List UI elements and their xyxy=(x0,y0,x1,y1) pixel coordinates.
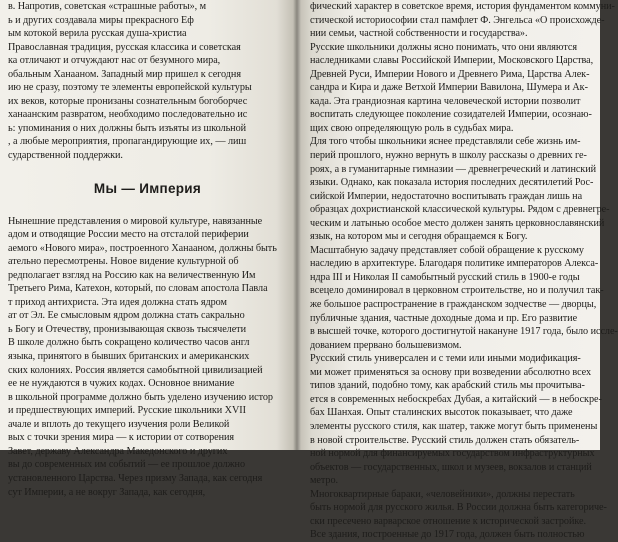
text-line: ь и других создавала миры прекрасного Еф xyxy=(8,14,194,26)
text-line: языка, принятого в бывших британских и американских xyxy=(8,351,250,363)
text-line: же большое распространение в гражданском зодчестве — дворцы, xyxy=(310,299,597,311)
text-line: ат от Эл. Ее смысловым ядром должна стать сакрально xyxy=(8,310,245,322)
text-line: када. Эта грандиозная картина человеческой истории позволит xyxy=(310,95,581,107)
text-line: в новой строительстве. Русский стиль должен стать обязатель- xyxy=(310,434,580,446)
text-line: воспитать следующее поколение созидателей Империи, осознаю- xyxy=(310,109,592,121)
text-line: в школьной программе должно быть уделено изучению истор xyxy=(8,391,273,403)
text-line: сут Империи, а не вокруг Запада, как сегодня, xyxy=(8,486,206,498)
text-line: всецело доминировал в церковном строительстве, но и получил так- xyxy=(310,285,604,297)
text-line: в высшей точке, которого достигнутой накануне 1917 года, было иссле- xyxy=(310,326,618,338)
text-line: элементы русского стиля, как шатер, также могут быть применены xyxy=(310,420,598,432)
text-line: нии семьи, частной собственности и государства». xyxy=(310,28,528,40)
text-line: редполагает взгляд на Россию как на величественную Им xyxy=(8,269,256,281)
text-line: ских колониях. Россия является самобытной цивилизацией xyxy=(8,364,263,376)
text-line: их веков, которые пронизаны сознательным богоборчес xyxy=(8,95,248,107)
left-page-body-text xyxy=(8,215,287,499)
text-line: типов зданий, подобно тому, как арабский стиль мы прочитыва- xyxy=(310,380,585,392)
text-line: ски пресечено варварское отношение к исторической застройке. xyxy=(310,515,586,527)
text-line: ется в современных небоскребах Дубая, а китайский — в небоскре- xyxy=(310,393,602,405)
text-line: ию не сразу, поэтому те элементы европейской культуры xyxy=(8,82,252,94)
text-line: вых с точки зрения мира — к истории от сотворения xyxy=(8,432,235,444)
right-page-body-text xyxy=(310,0,618,542)
text-line: сийской Империи, недостаточно воспитывать граждан лишь на xyxy=(310,190,583,202)
text-line: ее не нуждаются в чужих кодах. Основное внимание xyxy=(8,378,235,390)
text-line: языки. Однако, как показала история последних десятилетий Рос- xyxy=(310,177,594,189)
text-line: наследниками славы Российской Империи, Московского Царства, xyxy=(310,55,594,67)
text-line: Древней Руси, Империи Нового и Древнего Рима, Царства Алек- xyxy=(310,68,590,80)
right-page xyxy=(297,0,618,541)
text-line: метро. xyxy=(310,475,338,487)
text-line: Русский стиль универсален и с теми или иными модификация- xyxy=(310,353,581,365)
text-line: сандра и Кира и даже Ветхой Империи Вавилона, Шумера и Ак- xyxy=(310,82,588,94)
text-line: Для того чтобы школьники яснее представляли себе жизнь им- xyxy=(310,136,581,148)
text-line: Нынешние представления о мировой культуре, навязанные xyxy=(8,215,263,227)
section-heading: Мы — Империя xyxy=(93,180,202,196)
text-line: обальным Ханааном. Западный мир пришел к сегодня xyxy=(8,68,241,80)
text-line: бах Шанхая. Опыт сталинских высоток показывает, что даже xyxy=(310,407,573,419)
text-line: установленного Царства. Через призму Запада, как сегодня xyxy=(8,472,263,484)
text-line: ндра III и Николая II самобытный русский стиль в 1900-е годы xyxy=(310,271,580,283)
text-line: ь: упоминания о них должны быть изъяты из школьной xyxy=(8,122,247,134)
text-line: Русские школьники должны ясно понимать, что они являются xyxy=(310,41,577,53)
text-line: дованием прервано большевизмом. xyxy=(310,339,462,351)
text-line: Православная традиция, русская классика и советская xyxy=(8,41,241,53)
text-line: сударственной поддержки. xyxy=(8,150,123,162)
text-line: ачале и вплоть до текущего изучения роли Великой xyxy=(8,418,230,430)
text-line: Все здания, построенные до 1917 года, должен быть полностью xyxy=(310,529,585,541)
text-line: ым котокой верила русская душа-христиа xyxy=(8,28,187,40)
text-line: ческим и латынью особое место должен занять церковнославянский xyxy=(310,217,605,229)
text-line: т приход антихриста. Эта идея должна стать ядром xyxy=(8,296,227,308)
text-line: быть нормой для русского жилья. В России должна быть категориче- xyxy=(310,502,607,514)
text-line: ательно пересмотрены. Новое видение культурной об xyxy=(8,256,239,268)
text-line: и предшествующих империй. Русские школьники XVII xyxy=(8,405,246,417)
text-line: адом и отводящие России место на отсталой периферии xyxy=(8,229,249,241)
text-line: перий прошлого, нужно вернуть в школу рассказы о древних ге- xyxy=(310,150,587,162)
text-line: ханаанским развратом, необходимо последовательно ис xyxy=(8,109,248,121)
text-line: вы до современных им событий — ее прошлое должно xyxy=(8,459,246,471)
text-line: язык, на котором мы и сегодня обращаемся к Богу. xyxy=(310,231,528,243)
text-line: Многоквартирные бараки, «человейники», должны перестать xyxy=(310,488,575,500)
left-page-top-text xyxy=(8,0,287,163)
text-line: наследию в архитектуре. Благодаря политике императоров Алекса- xyxy=(310,258,599,270)
book-spine-gutter xyxy=(293,0,301,450)
text-line: , а любые мероприятия, пропагандирующие их, — лиш xyxy=(8,136,247,148)
text-line: объектов — государственных, школ и музеев, вокзалов и станций xyxy=(310,461,592,473)
text-line: в. Напротив, советская «страшные работы», м xyxy=(8,1,207,12)
text-line: фический характер в советское время, история фундаментом коммуни- xyxy=(310,1,615,12)
text-line: Масштабную задачу представляет собой обращение к русскому xyxy=(310,244,584,256)
text-line: образцах дохристианской классической культуры. Рядом с древнегре- xyxy=(310,204,610,216)
text-line: стической историософии стал памфлет Ф. Энгельса «О происхожде- xyxy=(310,14,605,26)
text-line: ной нормой для финансируемых государством инфраструктурных xyxy=(310,448,595,460)
text-line: Третьего Рима, Катехон, который, по словам апостола Павла xyxy=(8,283,268,295)
text-line: публичные здания, частные доходные дома и пр. Его развитие xyxy=(310,312,578,324)
text-line: Завет, державу Александра Македонского и других xyxy=(8,445,228,457)
text-line: аемого «Нового мира», построенного Ханааном, должны быть xyxy=(8,242,277,254)
text-line: щих свою определяющую роль в судьбах мира. xyxy=(310,122,514,134)
text-line: ка отличают и отчуждают нас от безумного мира, xyxy=(8,55,221,67)
text-line: роях, а в гуманитарные гимназии — древнегреческий и латинский xyxy=(310,163,597,175)
text-line: ь Богу и Отечеству, пронизывающая сквозь тысячелети xyxy=(8,323,246,335)
left-page xyxy=(0,0,297,498)
text-line: ми может применяться за основу при возведении абсолютно всех xyxy=(310,366,592,378)
text-line: В школе должно быть сокращено количество часов англ xyxy=(8,337,250,349)
